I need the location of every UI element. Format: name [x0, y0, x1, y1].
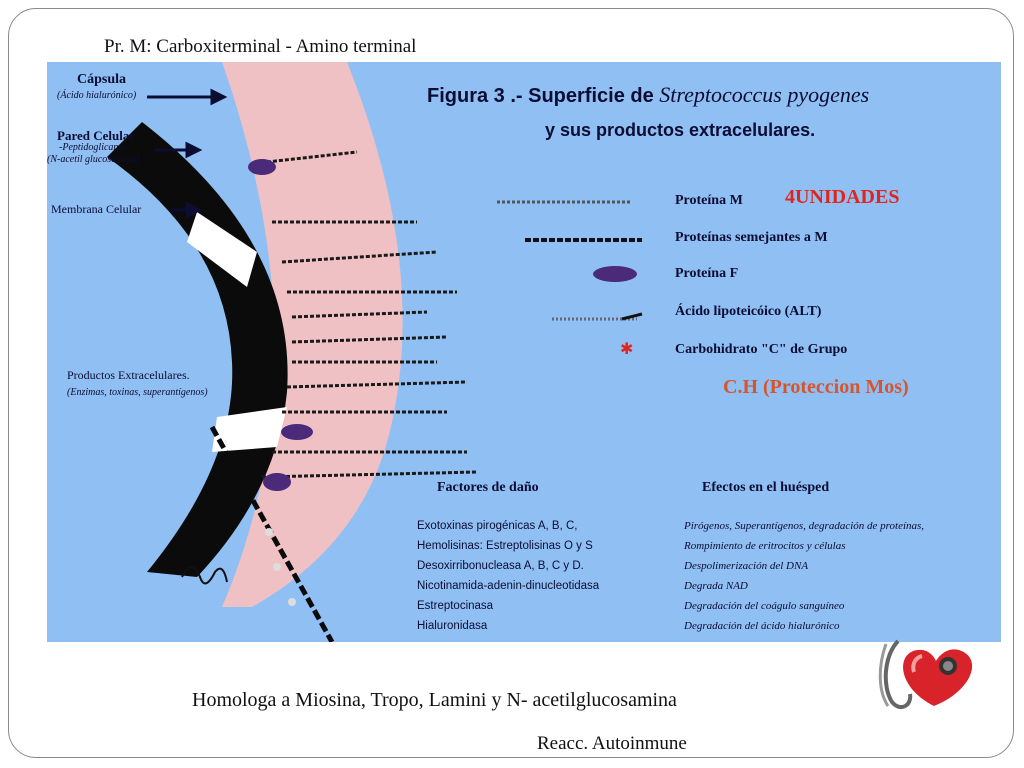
damage-factors-header: Factores de daño: [437, 480, 539, 495]
legend-protein-f: Proteína F: [675, 266, 739, 281]
legend-icons: [497, 202, 642, 358]
factor-item: Estreptocinasa: [417, 600, 494, 612]
factor-item: Exotoxinas pirogénicas A, B, C,: [417, 520, 578, 532]
factor-item: Desoxirribonucleasa A, B, C y D.: [417, 560, 584, 572]
effect-item: Degradación del ácido hialurónico: [684, 620, 840, 632]
effect-item: Rompimiento de eritrocitos y células: [684, 540, 846, 552]
effect-item: Despolimerización del DNA: [684, 560, 809, 572]
figure-title-species: Streptococcus pyogenes: [659, 82, 870, 107]
legend-group-c-carbohydrate: Carbohidrato "C" de Grupo: [675, 342, 848, 357]
top-caption: Pr. M: Carboxiterminal - Amino terminal: [104, 36, 417, 57]
legend-m-like-proteins: Proteínas semejantes a M: [675, 230, 828, 245]
damage-factors-list: [417, 516, 599, 636]
legend-protein-m: Proteína M: [675, 193, 743, 208]
streptococcus-figure: [47, 62, 1001, 642]
heart-stethoscope-icon: [874, 636, 992, 716]
factor-item: Nicotinamida-adenin-dinucleotidasa: [417, 580, 600, 592]
figure-title: [427, 82, 869, 108]
protection-annotation: C.H (Proteccion Mos): [723, 376, 909, 398]
figure-title-line2: y sus productos extracelulares.: [545, 120, 816, 140]
figure-title-prefix: Figura 3 .- Superficie de: [427, 85, 660, 107]
host-effects-header: Efectos en el huésped: [702, 480, 830, 495]
cell-wall-label: Pared Celular: [57, 128, 136, 143]
host-effects-list: [684, 516, 924, 636]
products-sublabel: (Enzimas, toxinas, superantígenos): [67, 387, 208, 398]
bottom-caption-autoimmune: Reacc. Autoinmune: [537, 733, 687, 754]
units-annotation: 4UNIDADES: [785, 186, 900, 208]
cell-wall-sublabel-2: (N-acetil glucosamina): [47, 154, 140, 165]
effect-item: Degrada NAD: [684, 580, 748, 592]
effect-item: Pirógenos, Superantígenos, degradación de proteínas,: [684, 520, 925, 532]
factor-item: Hialuronidasa: [417, 620, 488, 632]
cell-wall-sublabel-1: -Peptidoglicano-: [59, 142, 127, 153]
svg-text:✱: ✱: [620, 339, 634, 358]
membrane-label: Membrana Celular: [51, 202, 142, 216]
legend-lipoteichoic-acid: Ácido lipoteicóico (ALT): [675, 304, 822, 319]
bottom-caption-homology: Homologa a Miosina, Tropo, Lamini y N- acetilglucosamina: [192, 689, 677, 711]
capsule-label: Cápsula: [77, 72, 127, 87]
capsule-sublabel: (Ácido hialurónico): [57, 90, 137, 101]
factor-item: Hemolisinas: Estreptolisinas O y S: [417, 540, 593, 552]
effect-item: Degradación del coágulo sanguíneo: [684, 600, 845, 612]
products-label: Productos Extracelulares.: [67, 368, 190, 382]
